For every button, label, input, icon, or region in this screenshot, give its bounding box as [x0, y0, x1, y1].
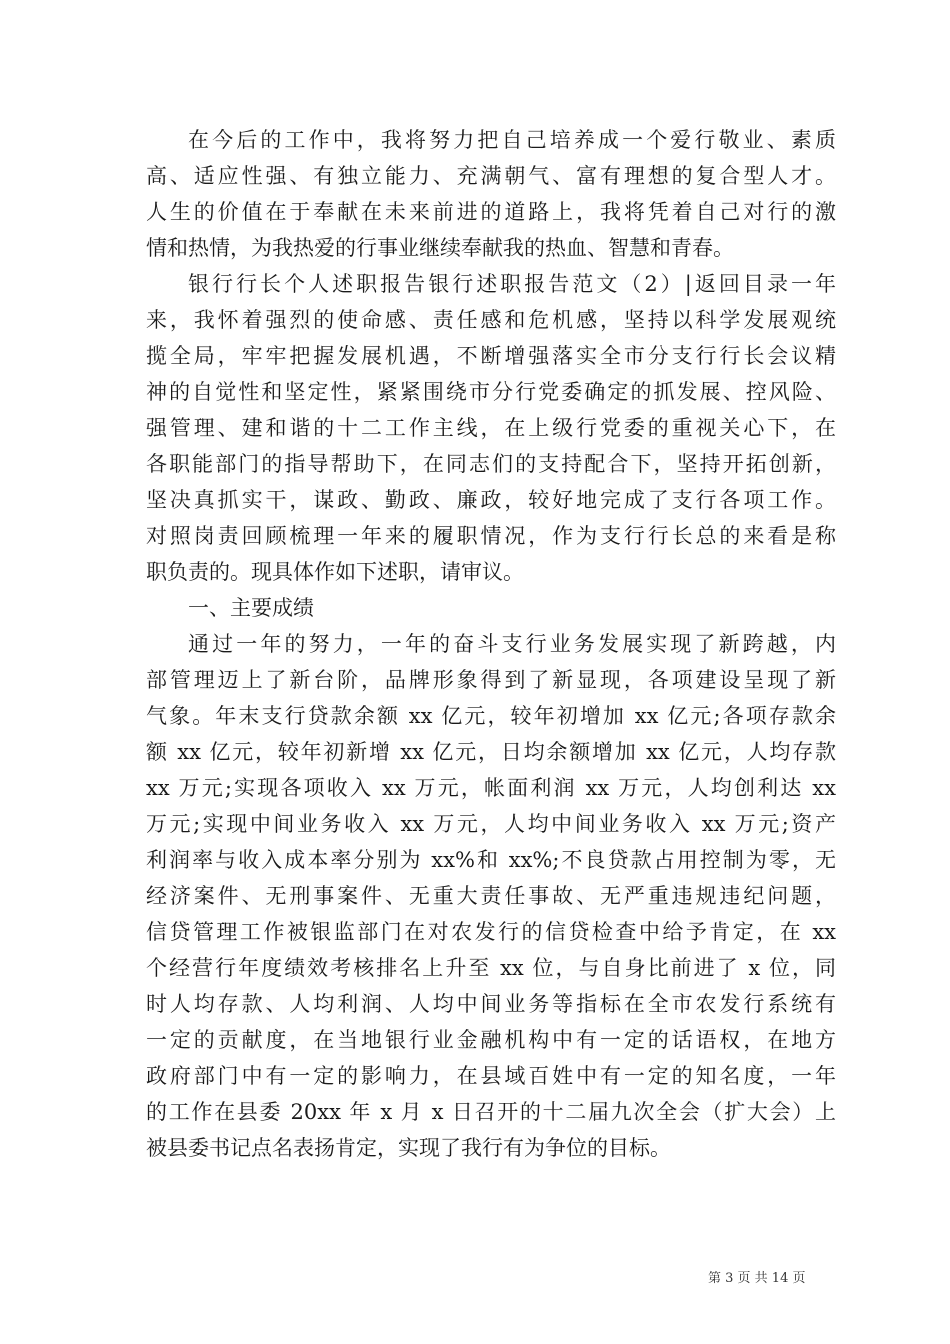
text-line: 神的自觉性和坚定性，紧紧围绕市分行党委确定的抓发展、控风险、	[146, 380, 836, 404]
text-line: 情和热情，为我热爱的行事业继续奉献我的热血、智慧和青春。	[146, 236, 734, 260]
text-line: 一定的贡献度，在当地银行业金融机构中有一定的话语权，在地方	[146, 1028, 836, 1052]
text-line: 通过一年的努力，一年的奋斗支行业务发展实现了新跨越，内	[188, 632, 836, 656]
text-line: 气象。年末支行贷款余额 xx 亿元，较年初增加 xx 亿元;各项存款余	[146, 704, 836, 728]
text-line: 部管理迈上了新台阶，品牌形象得到了新显现，各项建设呈现了新	[146, 668, 836, 692]
text-line: 经济案件、无刑事案件、无重大责任事故、无严重违规违纪问题，	[146, 884, 836, 908]
text-line: 来，我怀着强烈的使命感、责任感和危机感，坚持以科学发展观统	[146, 308, 836, 332]
text-line: 政府部门中有一定的影响力，在县域百姓中有一定的知名度，一年	[146, 1064, 836, 1088]
text-line: xx 万元;实现各项收入 xx 万元，帐面利润 xx 万元，人均创利达 xx	[146, 776, 836, 800]
text-line: 人生的价值在于奉献在未来前进的道路上，我将凭着自己对行的激	[146, 200, 836, 224]
text-line: 职负责的。现具体作如下述职，请审议。	[146, 560, 524, 584]
section-heading: 一、主要成绩	[188, 596, 314, 620]
text-line: 在今后的工作中，我将努力把自己培养成一个爱行敬业、素质	[188, 128, 836, 152]
page-number-footer: 第 3 页 共 14 页	[708, 1271, 806, 1286]
text-line: 银行行长个人述职报告银行述职报告范文（2）|返回目录一年	[188, 272, 836, 296]
text-line: 万元;实现中间业务收入 xx 万元，人均中间业务收入 xx 万元;资产	[146, 812, 836, 836]
text-line: 强管理、建和谐的十二工作主线，在上级行党委的重视关心下，在	[146, 416, 836, 440]
text-line: 额 xx 亿元，较年初新增 xx 亿元，日均余额增加 xx 亿元，人均存款	[146, 740, 836, 764]
text-line: 的工作在县委 20xx 年 x 月 x 日召开的十二届九次全会（扩大会）上	[146, 1100, 836, 1124]
text-line: 时人均存款、人均利润、人均中间业务等指标在全市农发行系统有	[146, 992, 836, 1016]
text-line: 各职能部门的指导帮助下，在同志们的支持配合下，坚持开拓创新，	[146, 452, 836, 476]
text-line: 坚决真抓实干，谋政、勤政、廉政，较好地完成了支行各项工作。	[146, 488, 836, 512]
text-line: 被县委书记点名表扬肯定，实现了我行有为争位的目标。	[146, 1136, 671, 1160]
text-line: 对照岗责回顾梳理一年来的履职情况，作为支行行长总的来看是称	[146, 524, 836, 548]
text-line: 信贷管理工作被银监部门在对农发行的信贷检查中给予肯定，在 xx	[146, 920, 836, 944]
text-line: 个经营行年度绩效考核排名上升至 xx 位，与自身比前进了 x 位，同	[146, 956, 836, 980]
text-line: 揽全局，牢牢把握发展机遇，不断增强落实全市分支行行长会议精	[146, 344, 836, 368]
text-line: 利润率与收入成本率分别为 xx%和 xx%;不良贷款占用控制为零，无	[146, 848, 836, 872]
text-line: 高、适应性强、有独立能力、充满朝气、富有理想的复合型人才。	[146, 164, 836, 188]
